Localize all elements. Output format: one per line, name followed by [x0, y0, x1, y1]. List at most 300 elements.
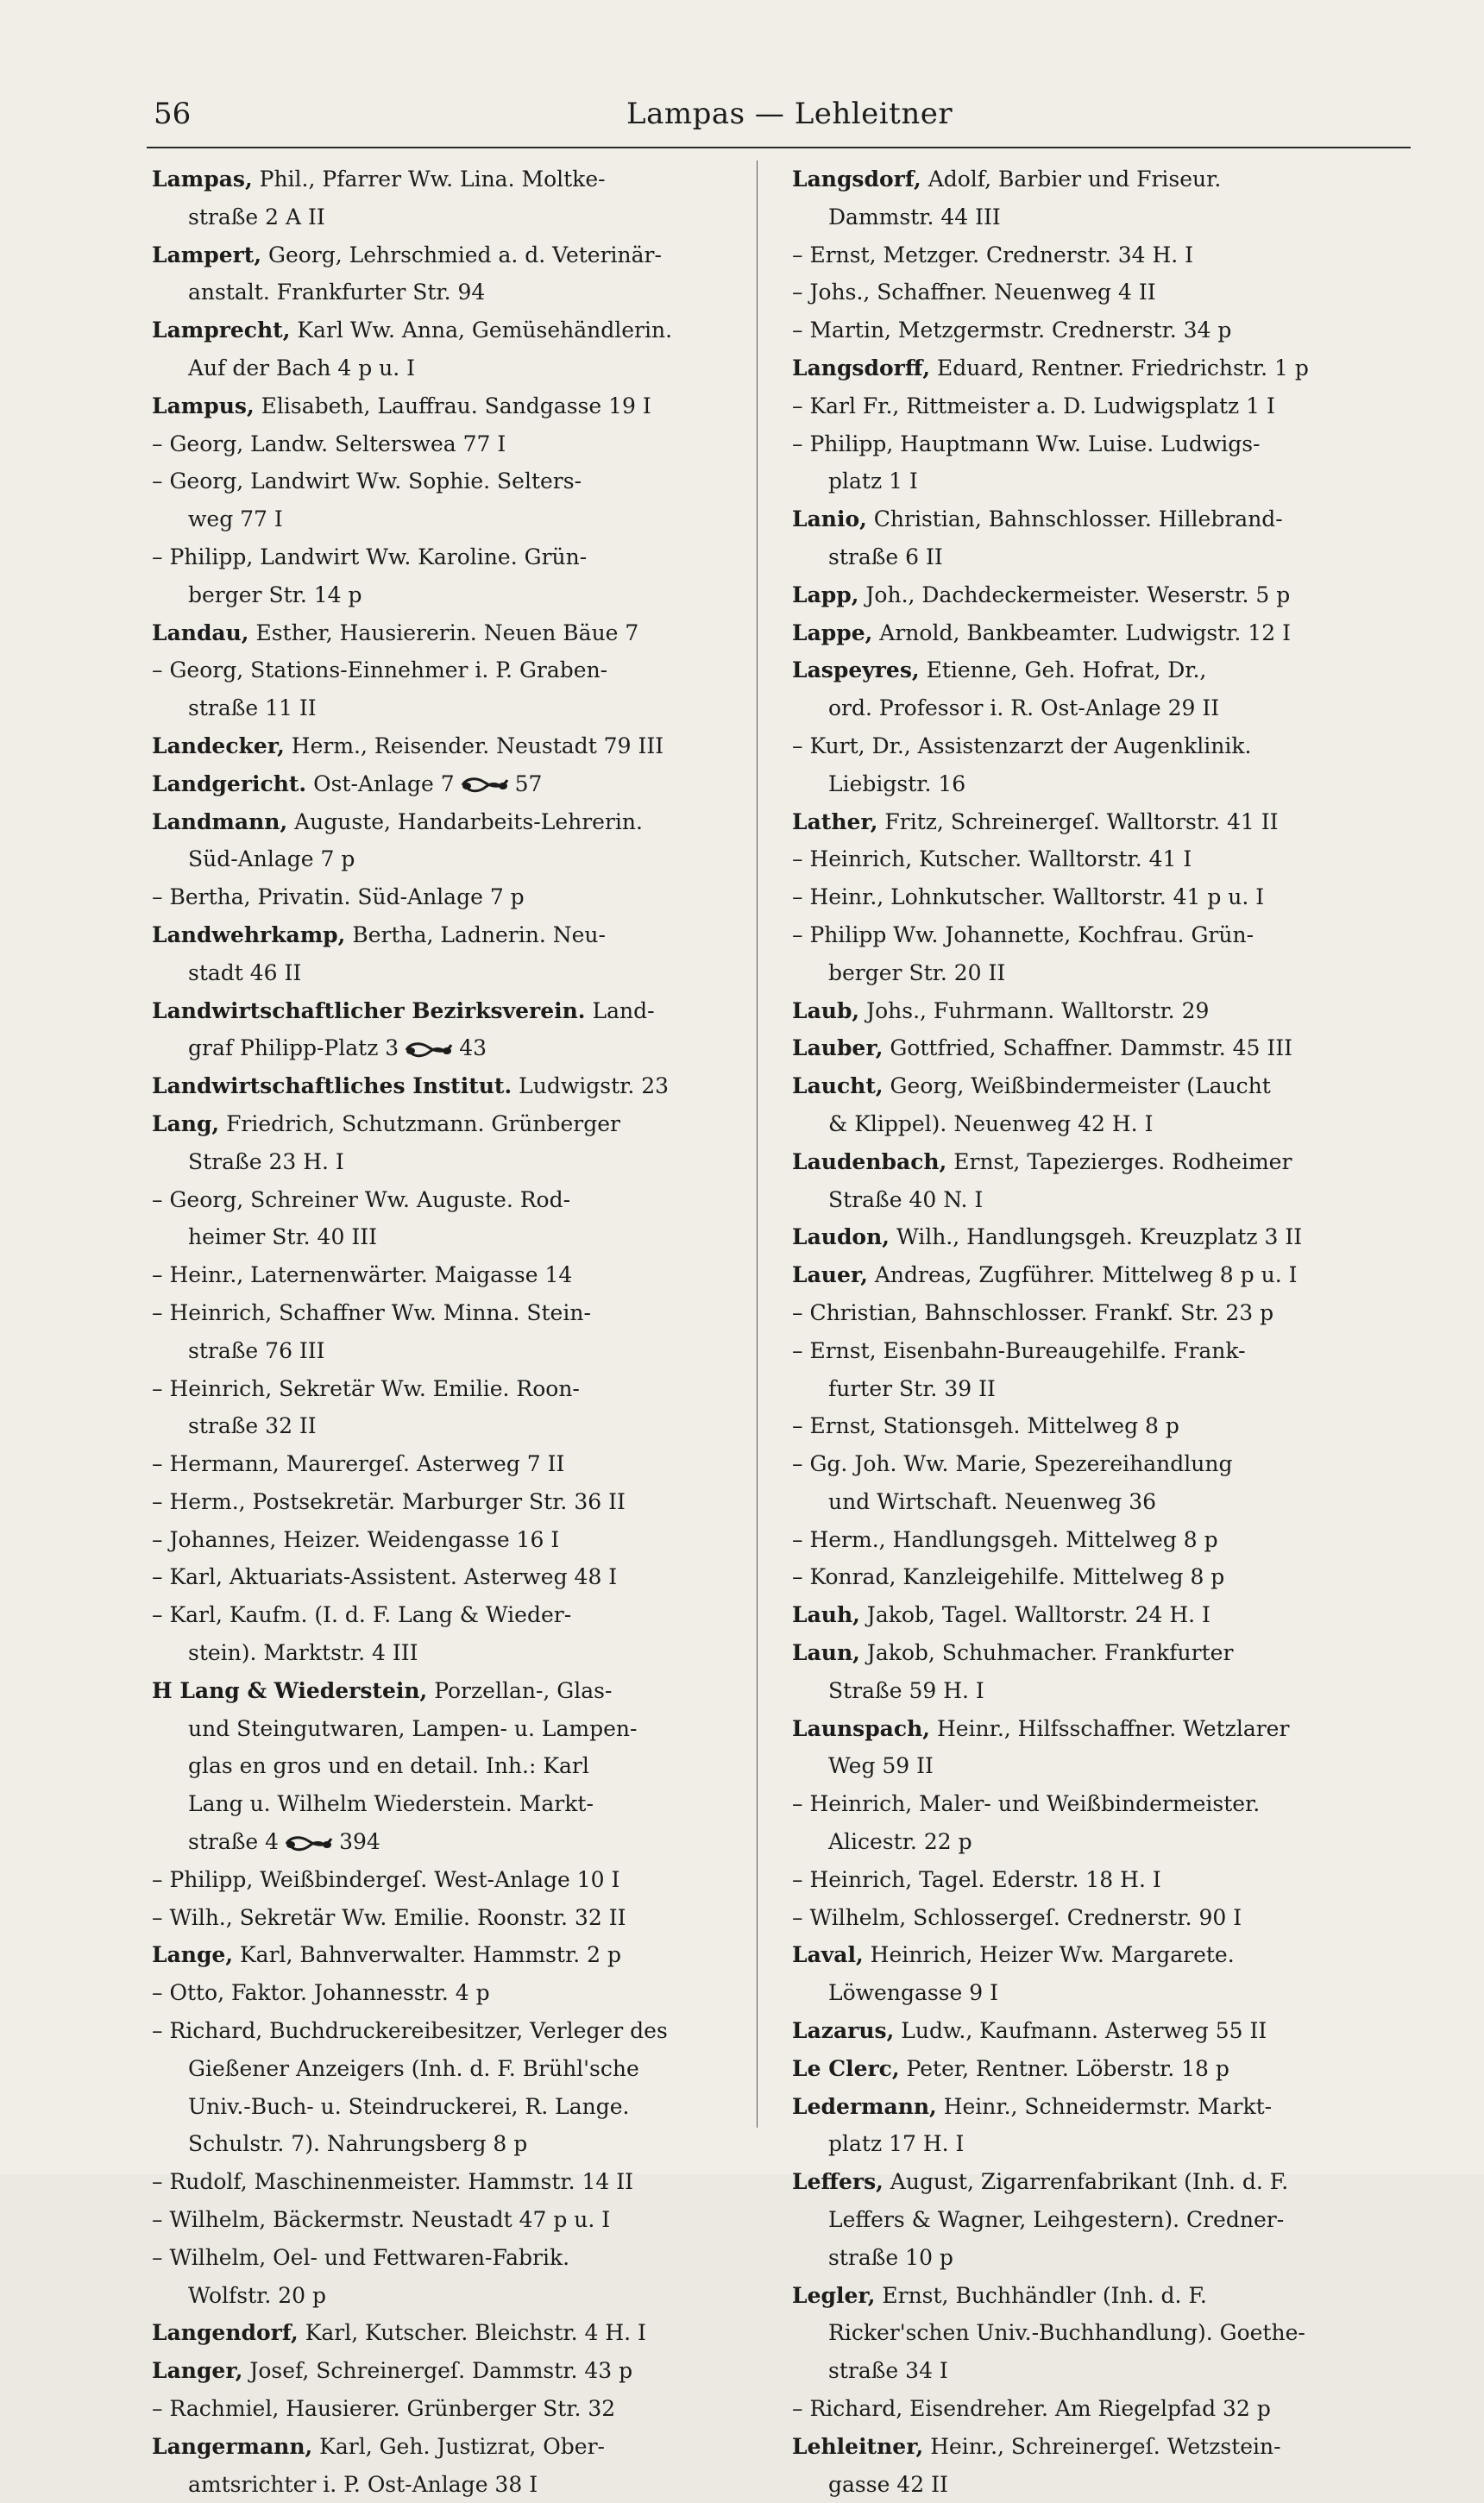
entry-continuation [152, 1029, 747, 1067]
entry-continuation [792, 462, 1387, 500]
entry-surname: Lanio, [792, 506, 867, 532]
directory-entry [152, 236, 747, 274]
entry-text: Porzellan-, Glas- [427, 1677, 613, 1703]
telephone-icon [460, 776, 510, 795]
entry-continuation [792, 2125, 1387, 2163]
entry-surname: Landecker, [152, 733, 285, 758]
entry-continuation [792, 2201, 1387, 2239]
entry-text: Arnold, Bankbeamter. Ludwigstr. 12 I [872, 619, 1291, 645]
entry-surname: Lampus, [152, 393, 255, 418]
entry-text: straße 76 III [188, 1337, 325, 1363]
entry-text: Weg 59 II [828, 1753, 934, 1779]
sub-entry [152, 1974, 747, 2012]
entry-text: platz 17 H. I [828, 2131, 965, 2157]
entry-text: – Kurt, Dr., Assistenzarzt der Augenklinik. [792, 733, 1252, 758]
sub-entry [152, 1181, 747, 1219]
sub-entry [152, 1596, 747, 1634]
entry-text: Schulstr. 7). Nahrungsberg 8 p [188, 2131, 528, 2157]
entry-continuation [152, 1143, 747, 1181]
entry-text: Heinr., Hilfsschaffner. Wetzlarer [930, 1715, 1290, 1741]
entry-text: straße 11 II [188, 695, 317, 721]
sub-entry [792, 387, 1387, 425]
sub-entry [152, 1370, 747, 1408]
entry-text: Adolf, Barbier und Friseur. [921, 167, 1222, 192]
entry-surname: Laval, [792, 1942, 864, 1968]
entry-text: – Richard, Buchdruckereibesitzer, Verleger des [152, 2018, 668, 2044]
entry-text: und Wirtschaft. Neuenweg 36 [828, 1488, 1157, 1514]
entry-text: straße 4 [188, 1829, 280, 1855]
entry-text: anstalt. Frankfurter Str. 94 [188, 280, 486, 305]
entry-continuation [152, 2088, 747, 2126]
entry-text: – Johs., Schaffner. Neuenweg 4 II [792, 280, 1156, 305]
entry-text: furter Str. 39 II [828, 1375, 996, 1401]
entry-continuation [152, 1823, 747, 1861]
entry-continuation [792, 1483, 1387, 1521]
entry-text: – Heinrich, Tagel. Ederstr. 18 H. I [792, 1866, 1161, 1892]
entry-continuation [152, 1407, 747, 1445]
entry-text: – Christian, Bahnschlosser. Frankf. Str. 23 p [792, 1299, 1274, 1325]
entry-text: Bertha, Ladnerin. Neu- [345, 921, 606, 947]
entry-text: – Heinrich, Maler- und Weißbindermeister. [792, 1791, 1261, 1817]
directory-entry [792, 1218, 1387, 1256]
entry-text: – Wilhelm, Oel- und Fettwaren-Fabrik. [152, 2244, 570, 2270]
page-header [154, 97, 1398, 142]
entry-continuation [792, 954, 1387, 992]
entry-surname: Lange, [152, 1942, 234, 1968]
sub-entry [792, 1558, 1387, 1596]
entry-continuation [792, 1747, 1387, 1785]
entry-text: Ludw., Kaufmann. Asterweg 55 II [894, 2018, 1267, 2044]
entry-text: – Philipp, Hauptmann Ww. Luise. Ludwigs- [792, 431, 1261, 456]
entry-continuation [792, 1823, 1387, 1861]
entry-text: Wilh., Handlungsgeh. Kreuzplatz 3 II [890, 1224, 1303, 1250]
entry-continuation [792, 538, 1387, 576]
entry-continuation [152, 2466, 747, 2503]
entry-text: – Gg. Joh. Ww. Marie, Spezereihandlung [792, 1451, 1233, 1477]
directory-entry [152, 2352, 747, 2390]
entry-text: Ost-Anlage 7 [306, 770, 455, 796]
sub-entry [152, 1521, 747, 1559]
entry-text: – Georg, Stations-Einnehmer i. P. Graben- [152, 657, 608, 683]
entry-text: – Philipp, Landwirt Ww. Karoline. Grün- [152, 544, 588, 569]
sub-entry [792, 1294, 1387, 1332]
entry-surname: Lapp, [792, 582, 859, 607]
sub-entry [792, 311, 1387, 349]
sub-entry [792, 1785, 1387, 1823]
phone-number: 43 [459, 1035, 487, 1061]
directory-entry [152, 1936, 747, 1974]
entry-text: – Johannes, Heizer. Weidengasse 16 I [152, 1526, 560, 1552]
entry-text: – Georg, Schreiner Ww. Auguste. Rod- [152, 1186, 571, 1212]
entry-surname: Leffers, [792, 2169, 883, 2195]
entry-surname: Laspeyres, [792, 657, 920, 683]
directory-entry [152, 992, 747, 1030]
entry-text: Land- [585, 997, 655, 1023]
entry-text: Straße 59 H. I [828, 1677, 984, 1703]
left-column [152, 160, 747, 2503]
entry-text: Josef, Schreinergeſ. Dammstr. 43 p [242, 2358, 633, 2384]
entry-continuation [152, 198, 747, 236]
entry-continuation [792, 2352, 1387, 2390]
directory-entry [792, 1143, 1387, 1181]
directory-entry [792, 992, 1387, 1030]
entry-text: Elisabeth, Lauffrau. Sandgasse 19 I [254, 393, 651, 418]
entry-text: Straße 40 N. I [828, 1186, 984, 1212]
entry-text: Esther, Hausiererin. Neuen Bäue 7 [248, 619, 639, 645]
entry-continuation [152, 2050, 747, 2088]
entry-text: stadt 46 II [188, 959, 302, 985]
directory-entry [792, 1710, 1387, 1748]
entry-surname: Langsdorff, [792, 355, 931, 380]
entry-surname: Landau, [152, 619, 249, 645]
directory-entry [152, 1105, 747, 1143]
sub-entry [152, 2163, 747, 2201]
directory-entry [152, 387, 747, 425]
directory-entry [152, 160, 747, 198]
directory-entry [792, 500, 1387, 538]
entry-continuation [792, 689, 1387, 727]
entry-continuation [152, 2125, 747, 2163]
entry-text: Jakob, Tagel. Walltorstr. 24 H. I [859, 1602, 1210, 1628]
directory-entry [792, 1067, 1387, 1105]
entry-surname: H Lang & Wiederstein, [152, 1677, 428, 1703]
sub-entry [792, 1407, 1387, 1445]
entry-surname: Landwirtschaftliches Institut. [152, 1073, 512, 1099]
entry-continuation [152, 840, 747, 878]
entry-text: glas en gros und en detail. Inh.: Karl [188, 1753, 589, 1779]
entry-surname: Lauer, [792, 1262, 868, 1288]
entry-text: graf Philipp-Platz 3 [188, 1035, 399, 1061]
entry-continuation [792, 1181, 1387, 1219]
entry-continuation [792, 1370, 1387, 1408]
entry-text: Christian, Bahnschlosser. Hillebrand- [866, 506, 1283, 532]
entry-text: Fritz, Schreinergeſ. Walltorstr. 41 II [877, 808, 1279, 834]
entry-surname: Lehleitner, [792, 2433, 924, 2459]
entry-text: – Rudolf, Maschinenmeister. Hammstr. 14 II [152, 2169, 633, 2195]
entry-text: gasse 42 II [828, 2471, 948, 2497]
entry-continuation [792, 198, 1387, 236]
entry-surname: Lauh, [792, 1602, 860, 1628]
directory-entry [792, 1596, 1387, 1634]
entry-surname: Landwirtschaftlicher Bezirksverein. [152, 997, 586, 1023]
running-title: Lampas — Lehleitner [626, 97, 953, 131]
sub-entry [152, 2201, 747, 2239]
entry-surname: Laub, [792, 997, 860, 1023]
directory-entry [152, 1672, 747, 1710]
entry-continuation [152, 689, 747, 727]
entry-text: und Steingutwaren, Lampen- u. Lampen- [188, 1715, 638, 1741]
entry-continuation [152, 1218, 747, 1256]
entry-text: ord. Professor i. R. Ost-Anlage 29 II [828, 695, 1220, 721]
entry-continuation [792, 1672, 1387, 1710]
sub-entry [792, 727, 1387, 765]
entry-text: – Martin, Metzgermstr. Crednerstr. 34 p [792, 318, 1232, 343]
page-number: 56 [154, 97, 192, 131]
sub-entry [792, 425, 1387, 463]
sub-entry [792, 1861, 1387, 1899]
entry-continuation [152, 954, 747, 992]
sub-entry [152, 1445, 747, 1483]
entry-text: Straße 23 H. I [188, 1148, 344, 1174]
directory-entry [152, 803, 747, 841]
entry-text: – Wilhelm, Schlossergeſ. Crednerstr. 90 I [792, 1904, 1242, 1930]
right-column [792, 160, 1387, 2503]
directory-entry [152, 916, 747, 954]
entry-text: Löwengasse 9 I [828, 1980, 998, 2006]
sub-entry [792, 840, 1387, 878]
entry-text: Phil., Pfarrer Ww. Lina. Moltke- [252, 167, 606, 192]
entry-surname: Lappe, [792, 619, 873, 645]
entry-surname: Langsdorf, [792, 167, 921, 192]
sub-entry [152, 1558, 747, 1596]
sub-entry [152, 1256, 747, 1294]
sub-entry [152, 1899, 747, 1937]
phone-number: 394 [339, 1829, 380, 1855]
entry-text: platz 1 I [828, 469, 918, 494]
entry-text: Gottfried, Schaffner. Dammstr. 45 III [883, 1035, 1292, 1061]
entry-continuation [152, 1747, 747, 1785]
entry-surname: Lampert, [152, 242, 262, 267]
sub-entry [792, 2390, 1387, 2428]
entry-continuation [152, 1785, 747, 1823]
directory-entry [792, 1029, 1387, 1067]
column-divider [757, 160, 758, 2128]
entry-text: – Herm., Postsekretär. Marburger Str. 36 II [152, 1488, 626, 1514]
entry-continuation [152, 1710, 747, 1748]
entry-surname: Legler, [792, 2282, 876, 2308]
entry-continuation [792, 2239, 1387, 2277]
entry-text: – Heinrich, Kutscher. Walltorstr. 41 I [792, 846, 1192, 872]
entry-text: Alicestr. 22 p [828, 1829, 972, 1855]
entry-surname: Landwehrkamp, [152, 921, 346, 947]
entry-text: – Georg, Landw. Selterswea 77 I [152, 431, 506, 456]
entry-text: – Karl, Kaufm. (I. d. F. Lang & Wieder- [152, 1602, 572, 1628]
entry-surname: Laun, [792, 1640, 860, 1666]
entry-text: – Georg, Landwirt Ww. Sophie. Selters- [152, 469, 582, 494]
entry-text: Ricker'schen Univ.-Buchhandlung). Goethe- [828, 2320, 1305, 2346]
entry-surname: Lang, [152, 1110, 220, 1136]
entry-text: Karl, Kutscher. Bleichstr. 4 H. I [298, 2320, 646, 2346]
entry-text: Ernst, Tapezierges. Rodheimer [946, 1148, 1292, 1174]
directory-entry [792, 160, 1387, 198]
telephone-icon [284, 1834, 334, 1853]
entry-surname: Lauber, [792, 1035, 883, 1061]
entry-text: – Karl, Aktuariats-Assistent. Asterweg 48 I [152, 1564, 618, 1590]
entry-text: – Bertha, Privatin. Süd-Anlage 7 p [152, 884, 525, 910]
entry-text: Wolfstr. 20 p [188, 2282, 327, 2308]
entry-text: – Ernst, Metzger. Crednerstr. 34 H. I [792, 242, 1194, 267]
entry-continuation [152, 349, 747, 387]
entry-text: – Otto, Faktor. Johannesstr. 4 p [152, 1980, 490, 2006]
sub-entry [792, 878, 1387, 916]
sub-entry [792, 274, 1387, 311]
directory-entry [152, 2314, 747, 2352]
directory-entry [152, 311, 747, 349]
entry-text: Auguste, Handarbeits-Lehrerin. [287, 808, 643, 834]
directory-entry [792, 1634, 1387, 1672]
sub-entry [152, 2239, 747, 2277]
directory-entry [792, 2428, 1387, 2466]
entry-text: – Wilhelm, Bäckermstr. Neustadt 47 p u. I [152, 2207, 611, 2233]
entry-surname: Langendorf, [152, 2320, 299, 2346]
directory-entry [152, 765, 747, 803]
entry-text: Karl, Geh. Justizrat, Ober- [312, 2433, 606, 2459]
entry-text: Johs., Fuhrmann. Walltorstr. 29 [859, 997, 1210, 1023]
entry-continuation [792, 765, 1387, 803]
directory-entry [792, 651, 1387, 689]
telephone-icon [404, 1041, 454, 1060]
entry-surname: Landmann, [152, 808, 288, 834]
entry-text: Süd-Anlage 7 p [188, 846, 355, 872]
entry-text: straße 10 p [828, 2244, 953, 2270]
entry-text: – Heinrich, Sekretär Ww. Emilie. Roon- [152, 1375, 580, 1401]
directory-entry [792, 2163, 1387, 2201]
entry-text: Dammstr. 44 III [828, 204, 1001, 230]
entry-continuation [152, 1634, 747, 1672]
entry-text: Ernst, Buchhändler (Inh. d. F. [875, 2282, 1207, 2308]
entry-text: stein). Marktstr. 4 III [188, 1640, 418, 1666]
entry-text: August, Zigarrenfabrikant (Inh. d. F. [883, 2169, 1289, 2195]
sub-entry [792, 916, 1387, 954]
sub-entry [152, 1294, 747, 1332]
entry-surname: Le Clerc, [792, 2055, 900, 2081]
entry-text: – Heinr., Lohnkutscher. Walltorstr. 41 p u. I [792, 884, 1265, 910]
entry-continuation [792, 2314, 1387, 2352]
entry-text: – Richard, Eisendreher. Am Riegelpfad 32 p [792, 2396, 1271, 2422]
entry-text: berger Str. 20 II [828, 959, 1006, 985]
sub-entry [152, 878, 747, 916]
entry-text: Heinr., Schneidermstr. Markt- [936, 2093, 1273, 2119]
entry-text: Andreas, Zugführer. Mittelweg 8 p u. I [867, 1262, 1298, 1288]
entry-text: Auf der Bach 4 p u. I [188, 355, 416, 380]
sub-entry [792, 1332, 1387, 1370]
entry-surname: Launspach, [792, 1715, 930, 1741]
directory-entry [152, 614, 747, 652]
entry-text: Jakob, Schuhmacher. Frankfurter [859, 1640, 1234, 1666]
directory-entry [792, 2050, 1387, 2088]
entry-text: Herm., Reisender. Neustadt 79 III [284, 733, 664, 758]
entry-text: berger Str. 14 p [188, 582, 362, 607]
entry-surname: Lazarus, [792, 2018, 895, 2044]
entry-continuation [792, 2466, 1387, 2503]
directory-entry [152, 727, 747, 765]
sub-entry [792, 236, 1387, 274]
directory-entry [792, 1256, 1387, 1294]
sub-entry [152, 462, 747, 500]
entry-text: Georg, Weißbindermeister (Laucht [883, 1073, 1271, 1099]
entry-surname: Langermann, [152, 2433, 313, 2459]
entry-text: – Philipp Ww. Johannette, Kochfrau. Grün- [792, 921, 1254, 947]
entry-continuation [152, 1332, 747, 1370]
entry-text: – Konrad, Kanzleigehilfe. Mittelweg 8 p [792, 1564, 1225, 1590]
phone-number: 57 [514, 770, 543, 796]
entry-text: straße 6 II [828, 544, 943, 569]
entry-text: – Philipp, Weißbindergeſ. West-Anlage 10 I [152, 1866, 620, 1892]
entry-text: straße 32 II [188, 1413, 317, 1439]
directory-entry [152, 1067, 747, 1105]
sub-entry [152, 2012, 747, 2050]
entry-continuation [792, 1974, 1387, 2012]
entry-text: Heinrich, Heizer Ww. Margarete. [863, 1942, 1235, 1968]
entry-text: Lang u. Wilhelm Wiederstein. Markt- [188, 1791, 594, 1817]
entry-text: Gießener Anzeigers (Inh. d. F. Brühl'sche [188, 2055, 639, 2081]
entry-surname: Laudon, [792, 1224, 890, 1250]
directory-entry [792, 1936, 1387, 1974]
entry-surname: Lamprecht, [152, 318, 291, 343]
entry-text: Liebigstr. 16 [828, 770, 966, 796]
directory-entry [792, 803, 1387, 841]
entry-text: Joh., Dachdeckermeister. Weserstr. 5 p [858, 582, 1291, 607]
entry-text: Friedrich, Schutzmann. Grünberger [219, 1110, 620, 1136]
entry-continuation [152, 576, 747, 614]
directory-entry [792, 2277, 1387, 2315]
entry-surname: Lather, [792, 808, 878, 834]
entry-text: & Klippel). Neuenweg 42 H. I [828, 1110, 1154, 1136]
entry-text: – Rachmiel, Hausierer. Grünberger Str. 32 [152, 2396, 616, 2422]
directory-entry [792, 576, 1387, 614]
entry-text: heimer Str. 40 III [188, 1224, 377, 1250]
sub-entry [792, 1521, 1387, 1559]
entry-continuation [792, 1105, 1387, 1143]
sub-entry [152, 2390, 747, 2428]
sub-entry [152, 425, 747, 463]
directory-entry [792, 2088, 1387, 2126]
sub-entry [792, 1445, 1387, 1483]
entry-continuation [152, 274, 747, 311]
entry-text: straße 2 A II [188, 204, 325, 230]
entry-text: – Ernst, Eisenbahn-Bureaugehilfe. Frank- [792, 1337, 1246, 1363]
entry-surname: Landgericht. [152, 770, 307, 796]
entry-surname: Ledermann, [792, 2093, 937, 2119]
entry-text: Ludwigstr. 23 [512, 1073, 670, 1099]
entry-text: amtsrichter i. P. Ost-Anlage 38 I [188, 2471, 538, 2497]
entry-continuation [152, 2277, 747, 2315]
entry-text: Leffers & Wagner, Leihgestern). Credner- [828, 2207, 1285, 2233]
entry-text: Karl, Bahnverwalter. Hammstr. 2 p [233, 1942, 621, 1968]
entry-text: – Heinrich, Schaffner Ww. Minna. Stein- [152, 1299, 591, 1325]
directory-entry [152, 2428, 747, 2466]
entry-text: Georg, Lehrschmied a. d. Veterinär- [261, 242, 662, 267]
entry-text: straße 34 I [828, 2358, 948, 2384]
entry-text: – Ernst, Stationsgeh. Mittelweg 8 p [792, 1413, 1179, 1439]
entry-surname: Laucht, [792, 1073, 883, 1099]
entry-text: – Herm., Handlungsgeh. Mittelweg 8 p [792, 1526, 1218, 1552]
directory-entry [792, 614, 1387, 652]
sub-entry [152, 1861, 747, 1899]
entry-text: Karl Ww. Anna, Gemüsehändlerin. [290, 318, 673, 343]
entry-text: – Hermann, Maurergeſ. Asterweg 7 II [152, 1451, 565, 1477]
sub-entry [152, 1483, 747, 1521]
entry-text: – Karl Fr., Rittmeister a. D. Ludwigsplatz 1 I [792, 393, 1275, 418]
entry-surname: Lampas, [152, 167, 253, 192]
entry-text: – Heinr., Laternenwärter. Maigasse 14 [152, 1262, 573, 1288]
header-rule [147, 147, 1411, 148]
entry-text: Univ.-Buch- u. Steindruckerei, R. Lange. [188, 2093, 630, 2119]
directory-entry [792, 349, 1387, 387]
entry-continuation [152, 500, 747, 538]
entry-text: – Wilh., Sekretär Ww. Emilie. Roonstr. 32 II [152, 1904, 626, 1930]
entry-text: Heinr., Schreinergeſ. Wetzstein- [923, 2433, 1281, 2459]
entry-text: Eduard, Rentner. Friedrichstr. 1 p [930, 355, 1309, 380]
directory-entry [792, 2012, 1387, 2050]
sub-entry [792, 1899, 1387, 1937]
entry-text: Peter, Rentner. Löberstr. 18 p [899, 2055, 1229, 2081]
entry-text: weg 77 I [188, 506, 283, 532]
sub-entry [152, 538, 747, 576]
entry-surname: Laudenbach, [792, 1148, 947, 1174]
entry-text: Etienne, Geh. Hofrat, Dr., [919, 657, 1207, 683]
sub-entry [152, 651, 747, 689]
